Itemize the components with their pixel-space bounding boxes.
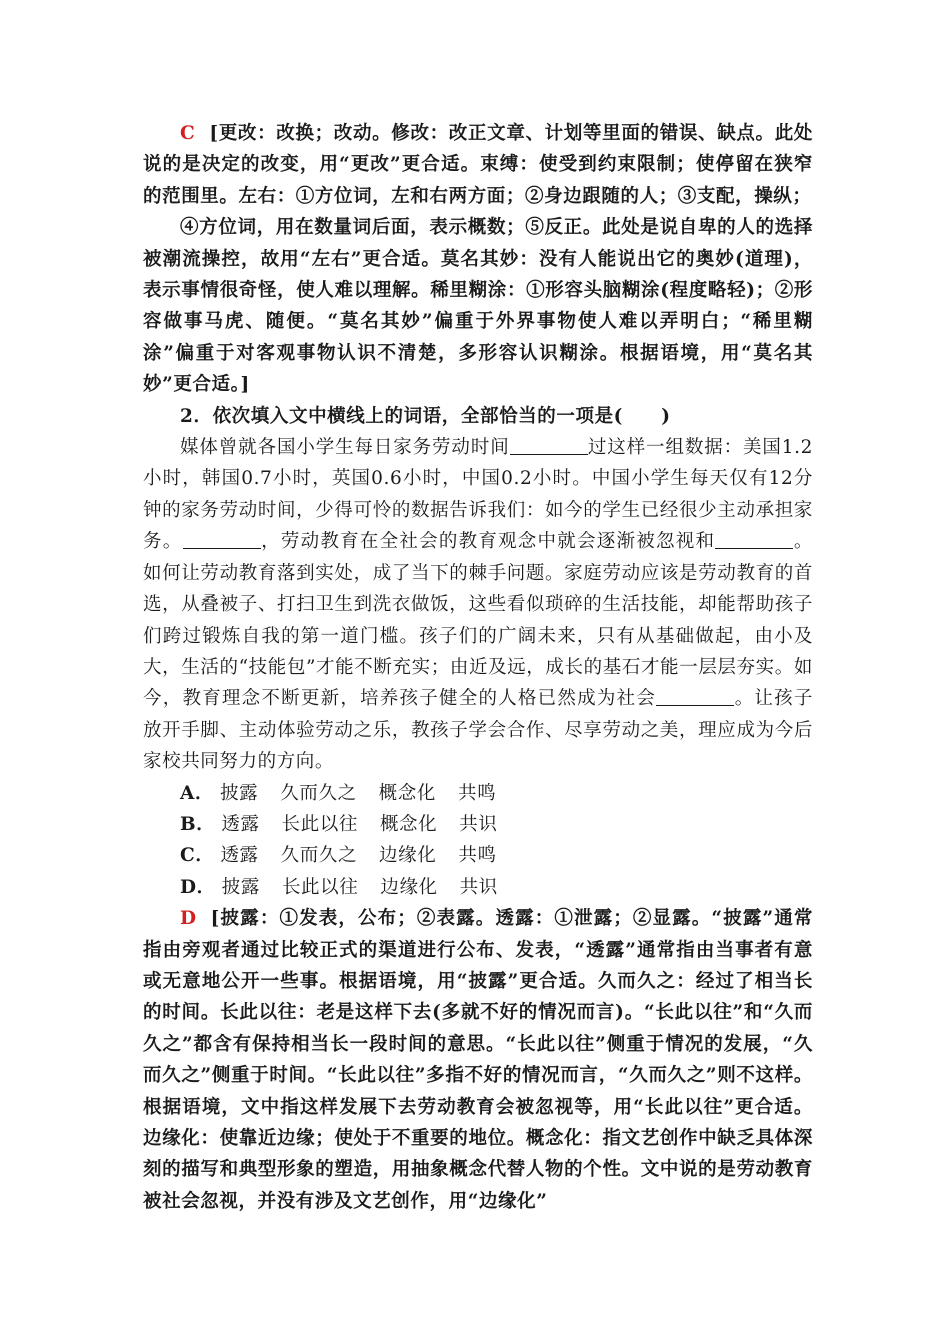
- explanation-text: [更改：改换；改动。修改：改正文章、计划等里面的错误、缺点。此处说的是决定的改变，用“更改”更合适。束缚：使受到约束限制；使停留在狭窄的范围里。左右：①方位词，左和右两方面；②身边跟随的人；③支配，操纵；: [143, 123, 813, 207]
- option-b: B． 透露 长此以往 概念化 共识: [180, 813, 498, 835]
- answer-letter: D: [180, 908, 197, 930]
- answer-explanation-2: [143, 903, 813, 1217]
- explanation-continued: [143, 212, 813, 400]
- blank-4: [656, 687, 734, 707]
- question-passage: 媒体曾就各国小学生每日家务劳动时间 过这样一组数据：美国1.2小时，韩国0.7小时，英国0.6小时，中国0.2小时。中国小学生每天仅有12分钟的家务劳动时间，少得可怜的数据告诉我们：如今的学生已经很少主动承担家务。 ，劳动教育在全社会的教育观念中就会逐渐被忽视和 。如何让劳动教育落到实处，成了当下的棘手问题。家庭劳动应该是劳动教育的首选，从叠被子、打扫卫生到洗衣做饭，这些看似琐碎的生活技能，却能帮助孩子们跨过锻炼自我的第一道门槛。孩子们的广阔未来，只有从基础做起，由小及大，生活的“技能包”才能不断充实；由近及远，成长的基石才能一层层夯实。如今，教育理念不断更新，培养孩子健全的人格已然成为社会 。让孩子放开手脚、主动体验劳动之乐，教孩子学会合作、尽享劳动之美，理应成为今后家校共同努力的方向。: [143, 437, 813, 773]
- option-d: D． 披露 长此以往 边缘化 共识: [180, 876, 498, 898]
- blank-3: [715, 530, 793, 550]
- document-body: [143, 118, 813, 1217]
- explanation-text: ④方位词，用在数量词后面，表示概数；⑤反正。此处是说自卑的人的选择被潮流操控，故用“左右”更合适。莫名其妙：没有人能说出它的奥妙(道理)，表示事情很奇怪，使人难以理解。稀里糊涂：①形容头脑糊涂(程度略轻)；②形容做事马虎、随便。“莫名其妙”偏重于外界事物使人难以弄明白；“稀里糊涂”偏重于对客观事物认识不清楚，多形容认识糊涂。根据语境，用“莫名其妙”更合适。]: [143, 217, 813, 396]
- option-c: C． 透露 久而久之 边缘化 共鸣: [180, 845, 497, 867]
- option-a: A． 披露 久而久之 概念化 共鸣: [180, 782, 497, 804]
- answer-letter: C: [180, 123, 196, 144]
- blank-2: [183, 530, 261, 550]
- question-stem: 2．依次填入文中横线上的词语，全部恰当的一项是( ): [180, 405, 671, 427]
- answer-explanation-1: [143, 118, 813, 212]
- explanation-text: [披露：①发表，公布；②表露。透露：①泄露；②显露。“披露”通常指由旁观者通过比较正式的渠道进行公布、发表，“透露”通常指由当事者有意或无意地公开一些事。根据语境，用“披露”更合适。久而久之：经过了相当长的时间。长此以往：老是这样下去(多就不好的情况而言)。“长此以往”和“久而久之”都含有保持相当长一段时间的意思。“长此以往”侧重于情况的发展，“久而久之”侧重于时间。“长此以往”多指不好的情况而言，“久而久之”则不这样。根据语境，文中指这样发展下去劳动教育会被忽视等，用“长此以往”更合适。边缘化：使靠近边缘；使处于不重要的地位。概念化：指文艺创作中缺乏具体深刻的描写和典型形象的塑造，用抽象概念代替人物的个性。文中说的是劳动教育被社会忽视，并没有涉及文艺创作，用“边缘化”: [143, 908, 813, 1212]
- blank-1: [510, 436, 588, 456]
